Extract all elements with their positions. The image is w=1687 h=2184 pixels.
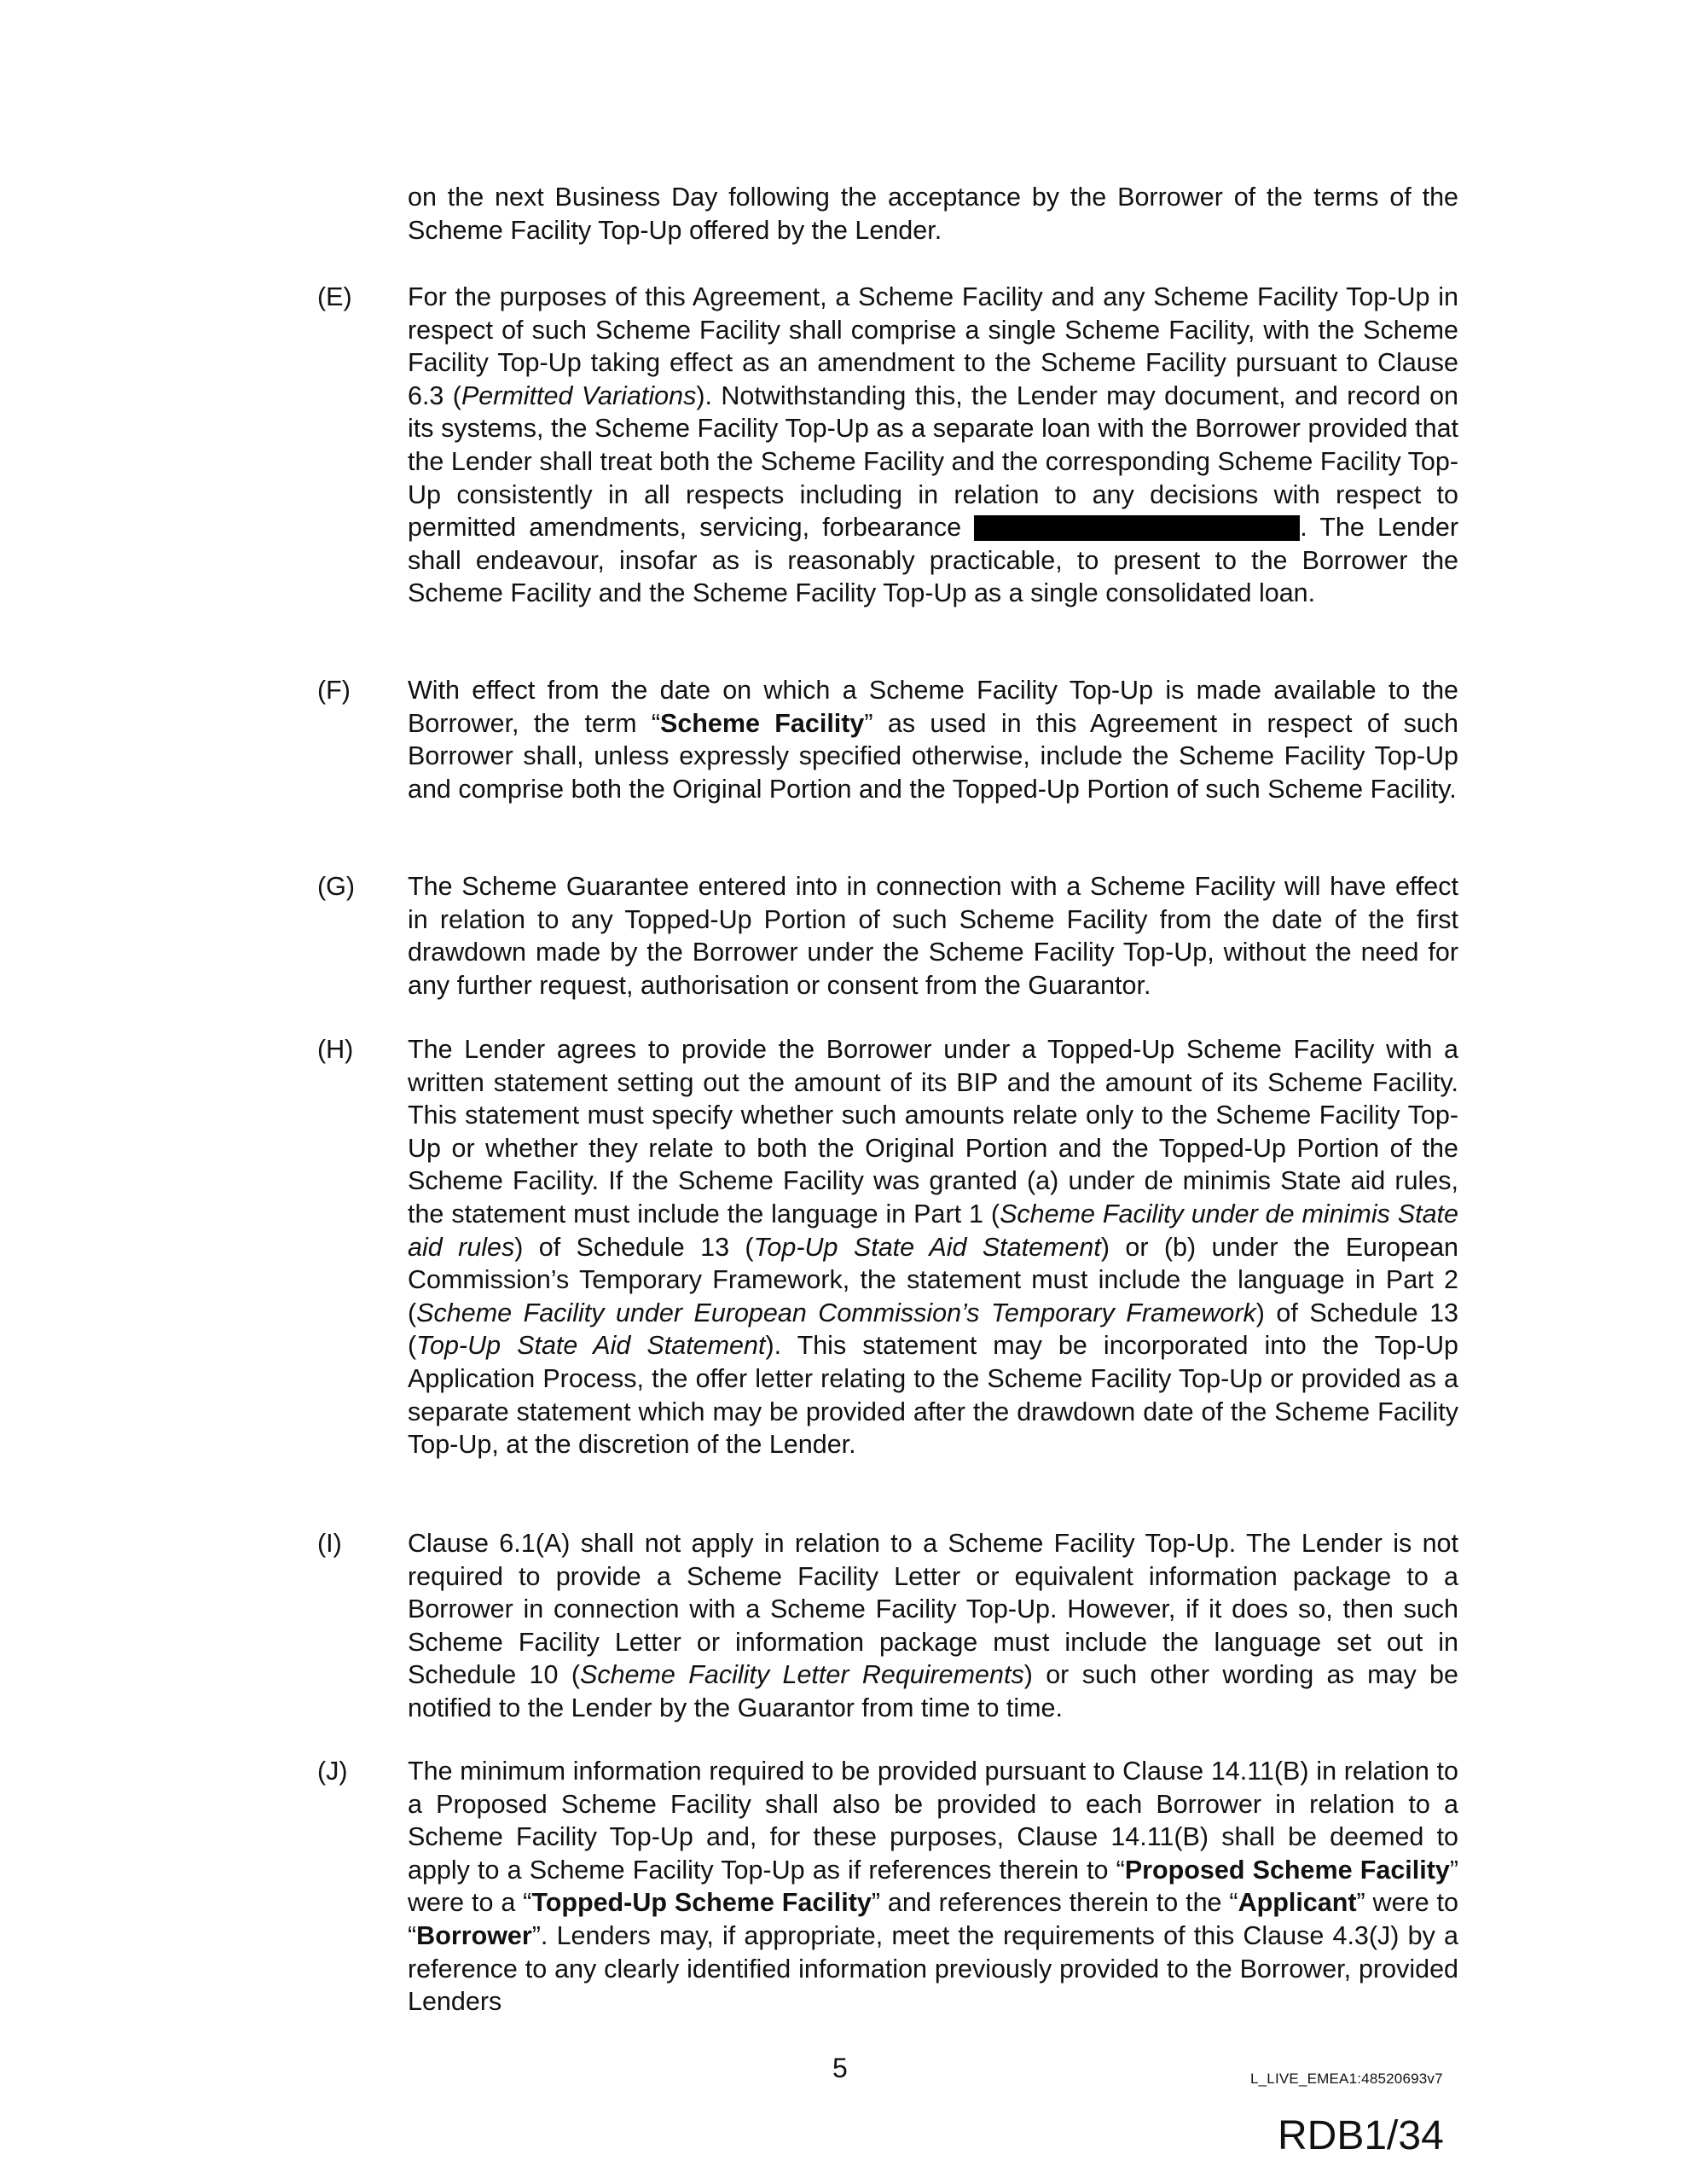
italic-reference: Top-Up State Aid Statement [416, 1331, 766, 1361]
clause-label-i: (I) [317, 1529, 342, 1558]
clause-h-text: The Lender agrees to provide the Borrower under a Topped-Up Scheme Facility with a written statement setting out the amount of its BIP and the amount of its Scheme Facility. This statement must specify whether such amounts relate only to the Scheme Facility Top-Up or whether they relate to both the Original Portion and the Topped-Up Portion of the Scheme Facility. If the Scheme Facility was granted (a) under de minimis State aid rules, the statement must include the language in Part 1 (Scheme Facility under de minimis State aid rules) of Schedule 13 (Top-Up State Aid Statement) or (b) under the European Commission’s Temporary Framework, the statement must include the language in Part 2 (Scheme Facility under European Commission’s Temporary Framework) of Schedule 13 (Top-Up State Aid Statement). This statement may be incorporated into the Top-Up Application Process, the offer letter relating to the Scheme Facility Top-Up or provided as a separate statement which may be provided after the drawdown date of the Scheme Facility Top-Up, at the discretion of the Lender. [408, 1035, 1458, 1460]
defined-term: Proposed Scheme Facility [1124, 1855, 1450, 1885]
italic-reference: Scheme Facility under European Commission’s Temporary Framework [416, 1298, 1256, 1327]
bundle-stamp: RDB1/34 [1278, 2113, 1444, 2158]
document-reference: L_LIVE_EMEA1:48520693v7 [1250, 2071, 1443, 2087]
clause-label-g: (G) [317, 872, 356, 901]
defined-term: Topped-Up Scheme Facility [531, 1888, 872, 1918]
italic-reference: Scheme Facility Letter Requirements [579, 1660, 1024, 1690]
clause-g-text: The Scheme Guarantee entered into in connection with a Scheme Facility will have effect in relation to any Topped-Up Portion of such Scheme Facility from the date of the first drawdown made by the Borrower under the Scheme Facility Top-Up, without the need for any further request, authorisation or consent from the Guarantor. [408, 872, 1458, 1000]
paragraph-continuation [408, 181, 1458, 247]
clause-f-text: With effect from the date on which a Scheme Facility Top-Up is made available to the Borrower, the term “Scheme Facility” as used in this Agreement in respect of such Borrower shall, unless expressly specified otherwise, include the Scheme Facility Top-Up and comprise both the Original Portion and the Topped-Up Portion of such Scheme Facility. [408, 676, 1458, 804]
italic-reference: Permitted Variations [461, 380, 697, 410]
page-number: 5 [832, 2053, 848, 2083]
defined-term: Scheme Facility [660, 708, 865, 738]
clause-j-text: The minimum information required to be provided pursuant to Clause 14.11(B) in relation to a Proposed Scheme Facility shall also be provided to each Borrower in relation to a Scheme Facility Top-Up and, for these purposes, Clause 14.11(B) shall be deemed to apply to a Scheme Facility Top-Up as if references therein to “Proposed Scheme Facility” were to a “Topped-Up Scheme Facility” and references therein to the “Applicant” were to “Borrower”. Lenders may, if appropriate, meet the requirements of this Clause 4.3(J) by a reference to any clearly identified information previously provided to the Borrower, provided Lenders [408, 1757, 1459, 2017]
clause-label-f: (F) [317, 676, 351, 705]
defined-term: Applicant [1238, 1888, 1357, 1918]
redaction-bar [974, 515, 1300, 541]
clause-label-e: (E) [317, 282, 352, 311]
clause-label-j: (J) [317, 1757, 348, 1786]
clause-e-text: For the purposes of this Agreement, a Scheme Facility and any Scheme Facility Top-Up in respect of such Scheme Facility shall comprise a single Scheme Facility, with the Scheme Facility Top-Up taking effect as an amendment to the Scheme Facility pursuant to Clause 6.3 (Permitted Variations). Notwithstanding this, the Lender may document, and record on its systems, the Scheme Facility Top-Up as a separate loan with the Borrower provided that the Lender shall treat both the Scheme Facility and the corresponding Scheme Facility Top-Up consistently in all respects including in relation to any decisions with respect to permitted amendments, servicing, forbearance . The Lender shall endeavour, insofar as is reasonably practicable, to present to the Borrower the Scheme Facility and the Scheme Facility Top-Up as a single consolidated loan. [408, 282, 1458, 608]
italic-reference: Top-Up State Aid Statement [753, 1232, 1101, 1262]
italic-reference: Scheme Facility under de minimis State aid rules [408, 1199, 1458, 1262]
defined-term: Borrower [416, 1920, 532, 1950]
paragraph-text: on the next Business Day following the acceptance by the Borrower of the terms of the Scheme Facility Top-Up offered by the Lender. [408, 183, 1458, 245]
clause-label-h: (H) [317, 1035, 354, 1064]
clause-i-text: Clause 6.1(A) shall not apply in relation to a Scheme Facility Top-Up. The Lender is not required to provide a Scheme Facility Letter or equivalent information package to a Borrower in connection with a Scheme Facility Top-Up. However, if it does so, then such Scheme Facility Letter or information package must include the language set out in Schedule 10 (Scheme Facility Letter Requirements) or such other wording as may be notified to the Lender by the Guarantor from time to time. [408, 1529, 1458, 1722]
